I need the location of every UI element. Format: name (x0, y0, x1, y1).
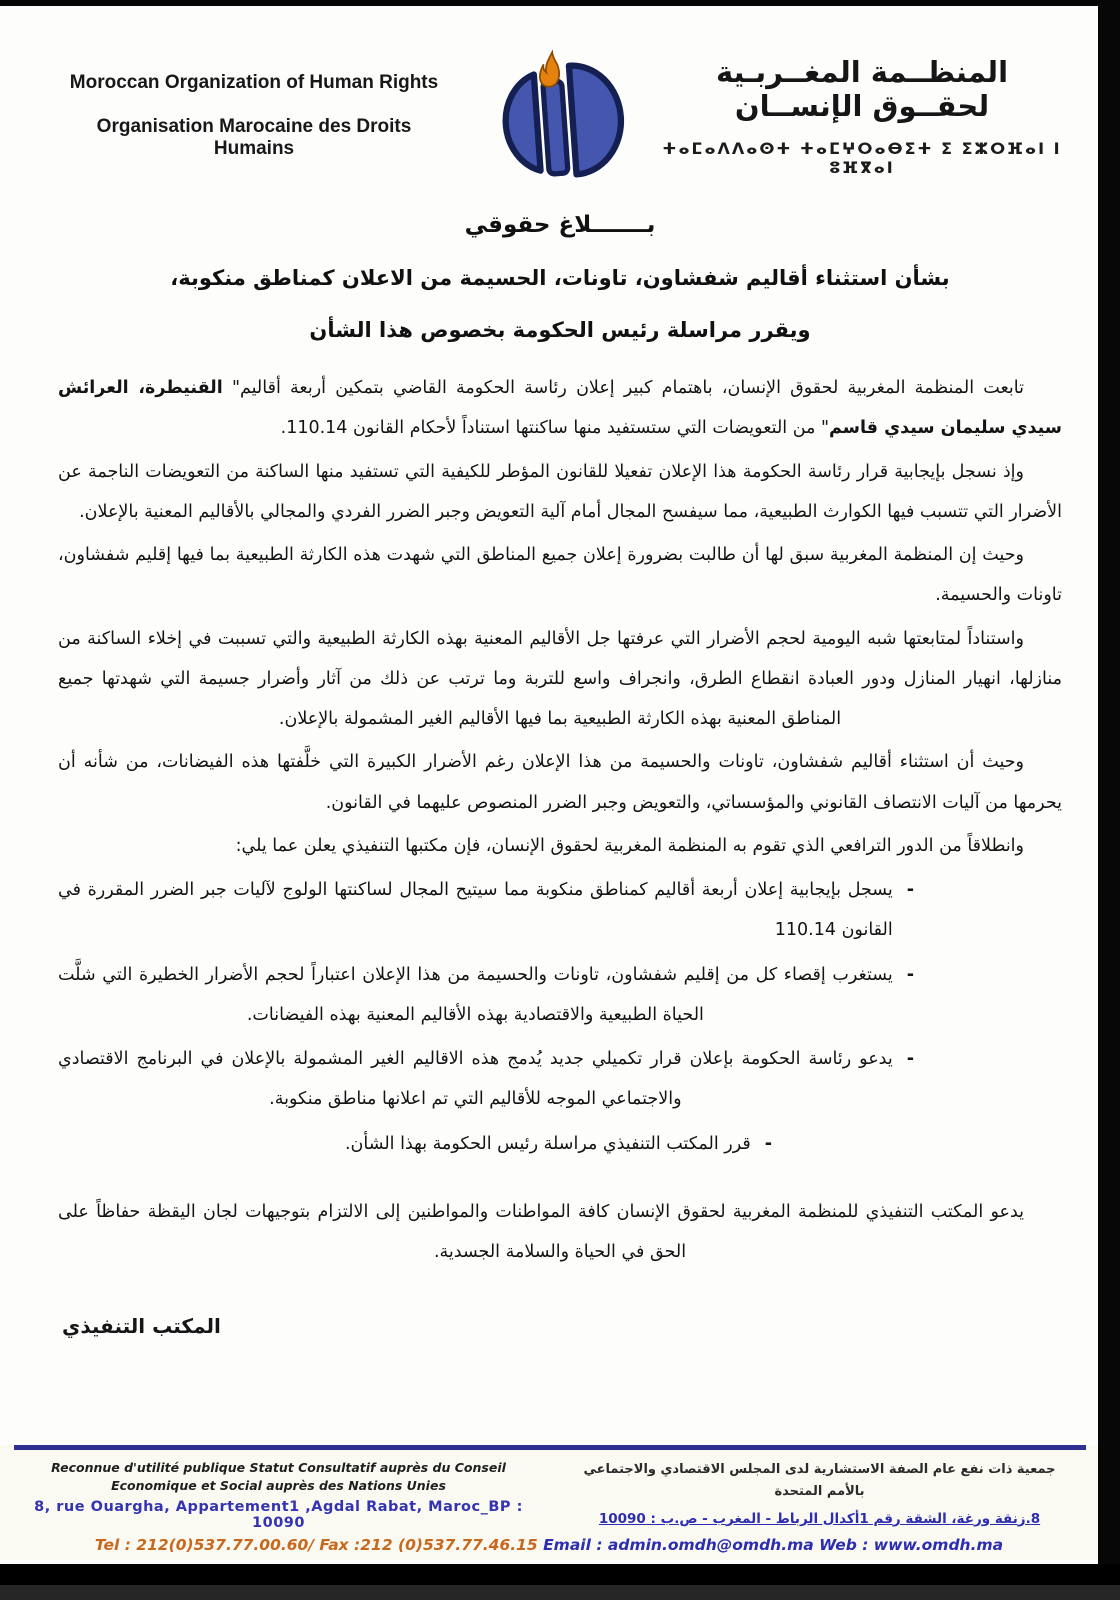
org-name-arabic-block (662, 55, 1062, 177)
title-line-2: بشأن استثناء أقاليم شفشاون، تاونات، الحسيمة من الاعلان كمناطق منكوبة، (170, 266, 950, 290)
announcement-list (58, 870, 1062, 1164)
bullet-text-3: يدعو رئاسة الحكومة بإعلان قرار تكميلي جديد يُدمج هذه الاقاليم الغير المشمولة بالإعلان في البرنامج الاقتصادي والاجتماعي الموجه للأقاليم التي تم اعلانها مناطق منكوبة. (58, 1049, 893, 1110)
scan-border-right (1098, 0, 1120, 1600)
paragraph-1-text-end: " من التعويضات التي ستستفيد منها ساكنتها استناداً لأحكام القانون 110.14. (280, 418, 830, 439)
scan-border-bottom-inner (0, 1585, 1120, 1600)
communique-body (0, 342, 1120, 1272)
letterhead-footer (0, 1445, 1098, 1561)
paragraph-5: وحيث أن استثناء أقاليم شفشاون، تاونات والحسيمة من هذا الإعلان رغم الأضرار الكبيرة التي خلَّفتها هذه الفيضانات، من شأنه أن يحرمها من آليات الانتصاف القانوني والمؤسساتي، والتعويض وجبر الضرر المنصوص عليهما في القانون. (58, 752, 1062, 813)
org-name-english: Moroccan Organization of Human Rights (69, 72, 439, 93)
signature-executive-bureau: المكتب التنفيذي (62, 1313, 221, 1338)
paragraph-3: وحيث إن المنظمة المغربية سبق لها أن طالبت بضرورة إعلان جميع المناطق التي شهدت هذه الكارثة الطبيعية بما فيها إقليم شفشاون، تاونات والحسيمة. (58, 545, 1062, 606)
bullet-item-3 (58, 1039, 914, 1120)
bullet-dash: - (906, 1049, 914, 1069)
candle-logo-icon (476, 50, 636, 182)
bullet-dash: - (906, 880, 914, 900)
bullet-dash: - (764, 1133, 772, 1154)
bullet-text-1: يسجل بإيجابية إعلان أربعة أقاليم كمناطق منكوبة مما سيتيح المجال لساكنتها الولوج لآليات جبر الضرر المقررة في القانون 110.14 (58, 880, 893, 941)
org-name-tifinagh: ⵜⴰⵎⴰⴷⴷⴰⵙⵜ ⵜⴰⵎⵖⵔⴰⴱⵉⵜ ⵉ ⵉⵣⵔⴼⴰⵏ ⵏ ⵓⴼⴳⴰⵏ (662, 139, 1062, 177)
paragraph-1-bold-provinces: القنيطرة، العرائش سيدي سليمان سيدي قاسم (58, 378, 1062, 439)
bullet-item-1 (58, 870, 914, 951)
footer-email-web: Email : admin.omdh@omdh.ma Web : www.omdh.ma (543, 1536, 1004, 1554)
org-logo (450, 50, 662, 182)
org-name-latin (58, 72, 450, 160)
footer-address-french: 8, rue Ouargha, Appartement1 ,Agdal Rabat, Maroc_BP : 10090 (34, 1499, 523, 1531)
scan-border-top (0, 0, 1120, 6)
footer-columns (0, 1459, 1098, 1532)
footer-french-column (8, 1459, 549, 1532)
footer-arabic-column (549, 1459, 1090, 1527)
footer-status-arabic: جمعية ذات نفع عام الصفة الاستشارية لدى المجلس الاقتصادي والاجتماعي بالأمم المتحدة (583, 1461, 1056, 1499)
communique-title (0, 212, 1120, 342)
scan-border-bottom (0, 1564, 1120, 1600)
letterhead (0, 0, 1120, 182)
bullet-item-2 (58, 955, 914, 1036)
bullet-text-4: قرر المكتب التنفيذي مراسلة رئيس الحكومة بهذا الشأن. (344, 1133, 751, 1154)
title-line-3: ويقرر مراسلة رئيس الحكومة بخصوص هذا الشأن (309, 318, 811, 342)
org-name-french: Organisation Marocaine des Droits Humains (96, 116, 412, 159)
bullet-text-2: يستغرب إقصاء كل من إقليم شفشاون، تاونات والحسيمة من هذا الإعلان اعتباراً لحجم الأضرار الخطيرة التي شلَّت الحياة الطبيعية والاقتصادية بهذه الأقاليم المعنية بهذه الفيضانات. (58, 964, 893, 1025)
paragraph-6-lead-in: وانطلاقاً من الدور الترافعي الذي تقوم به المنظمة المغربية لحقوق الإنسان، فإن مكتبها التنفيذي يعلن عما يلي: (235, 835, 1024, 856)
bullet-dash: - (906, 964, 914, 985)
footer-contact-line (0, 1536, 1098, 1560)
footer-divider-line (14, 1445, 1086, 1450)
bullet-item-4 (58, 1124, 772, 1164)
footer-status-french: Reconnue d'utilité publique Statut Consultatif auprès du Conseil Economique et Social auprès des Nations Unies (51, 1459, 506, 1494)
paragraph-4: واستناداً لمتابعتها شبه اليومية لحجم الأضرار التي عرفتها جل الأقاليم المعنية بهذه الكارثة الطبيعية والتي تسببت في إخلاء الساكنة من منازلها، انهيار المنازل ودور العبادة انقطاع الطرق، وانجراف واسع للتربة وما ترتب عن ذلك من آثار وأضرار جسيمة التي شهدتها جميع المناطق المعنية بهذه الكارثة الطبيعية بما فيها الأقاليم الغير المشمولة بالإعلان. (58, 628, 1062, 729)
org-name-arabic: المنظــمة المغــربـية لحقــوق الإنســان (715, 55, 1009, 123)
title-line-1: بـــــــلاغ حقوقي (464, 212, 656, 238)
paragraph-1-text: تابعت المنظمة المغربية لحقوق الإنسان، باهتمام كبير إعلان رئاسة الحكومة القاضي بتمكين أربعة أقاليم" (222, 378, 1024, 398)
footer-address-arabic: 8.زنقة ورغة، الشقة رقم 1أكدال الرباط - المغرب - ص.ب : 10090 (598, 1510, 1041, 1527)
paragraph-1 (58, 368, 1062, 449)
footer-tel-fax: Tel : 212(0)537.77.00.60/ Fax :212 (0)537.77.46.15 (94, 1536, 544, 1554)
paragraph-2: وإذ نسجل بإيجابية قرار رئاسة الحكومة هذا الإعلان تفعيلا للقانون المؤطر للكيفية التي تستفيد منها الساكنة من التعويضات الناجمة عن الأضرار التي تتسبب فيها الكوارث الطبيعية، مما سيفسح المجال أمام آلية التعويض وجبر الضرر الفردي والمجالي بالأقاليم المعنية بالإعلان. (58, 461, 1062, 522)
closing-paragraph: يدعو المكتب التنفيذي للمنظمة المغربية لحقوق الإنسان كافة المواطنات والمواطنين إلى الالتزام بتوجيهات لجان اليقظة حفاظاً على الحق في الحياة والسلامة الجسدية. (58, 1201, 1024, 1262)
